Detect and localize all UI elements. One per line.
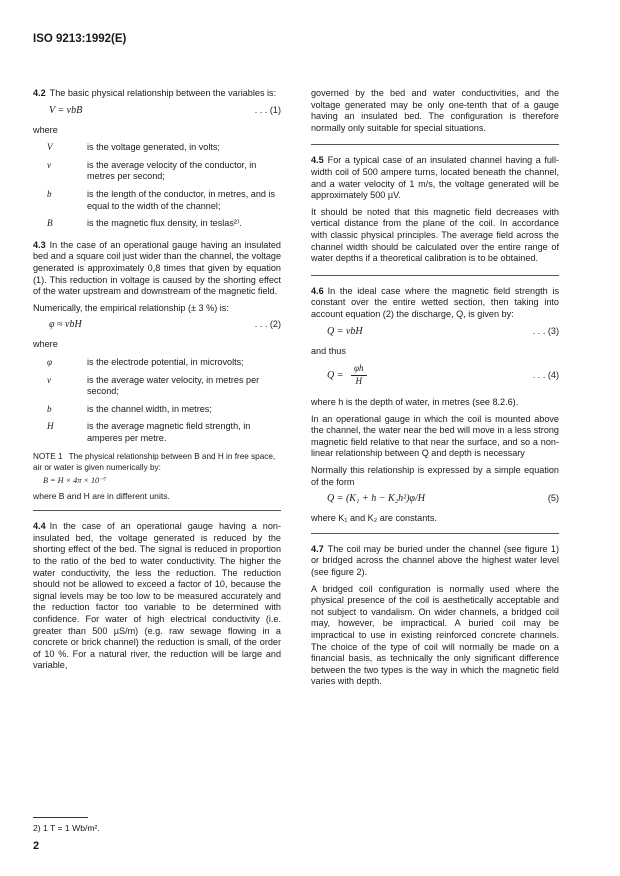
section-4-2-intro: 4.2 The basic physical relationship between the variables is: <box>33 88 277 98</box>
section-4-3-text: 4.3 In the case of an operational gauge having an insulated bed and a square coil just wider than the channel, the voltage generated is approximately 0,8 times that given by equation (1). This reduction in voltage is caused by the shorting effect of the water upstream and downstream of the magnetic field. <box>33 239 281 297</box>
continued-text: governed by the bed and water conductivities, and the voltage generated may be only one-tenth that of a gauge having an insulated bed. The configuration is therefore normally only suitable for special situations. <box>311 88 559 133</box>
where-label: where <box>33 124 58 135</box>
equation-4-fraction: $\frac{\varphi h}{H}$ <box>351 363 367 387</box>
equation-5: Q = (K₁ + h − K₂h²)φ/H (5) <box>327 493 559 505</box>
section-4-6-text3: Normally this relationship is expressed by a simple equation of the form <box>311 465 559 487</box>
section-divider <box>311 275 559 276</box>
footnote: 2) 1 T = 1 Wb/m². <box>33 823 100 833</box>
equation-3: Q = vbH . . . (3) <box>327 325 559 337</box>
page-number: 2 <box>33 840 40 852</box>
section-divider <box>33 510 281 511</box>
section-4-7-text: 4.7 The coil may be buried under the channel (see figure 1) or bridged across the channel above the highest water level (see figure 2). <box>311 543 559 578</box>
equation-4: Q = $\frac{\varphi h}{H}$ . . . (4) <box>327 363 559 386</box>
and-thus-label: and thus <box>311 345 346 356</box>
note-formula: B = H × 4π × 10⁻⁷ <box>43 476 107 486</box>
equation-2: φ ≈ vbH . . . (2) <box>49 319 281 331</box>
variable-def: V is the voltage generated, in volts; <box>47 142 220 153</box>
where-h: where h is the depth of water, in metres (see 8.2.6). <box>311 397 519 408</box>
section-divider <box>311 533 559 534</box>
footnote-rule <box>33 817 88 818</box>
where-label: where <box>33 339 58 350</box>
variable-def: v is the average water velocity, in metres per second; <box>47 374 260 397</box>
section-divider <box>311 144 559 145</box>
right-column <box>311 88 559 693</box>
section-4-6-text2: In an operational gauge in which the coil is mounted above the channel, the water near the bed will move in a less strong magnetic field relative to that near the surface, and so a non-linear relationship between Q and depth is necessary <box>311 413 559 459</box>
section-4-4-text: 4.4 In the case of an operational gauge having a non-insulated bed, the voltage generated is reduced by the shorting effect of the bed. The signal is reduced in proportion to the ratio of the bed to water conductivity. The higher the water conductivity, the less the reduction. The reduction should not be allowed to exceed a factor of 10, because the signal levels may be too low to be measured accurately and the reduction factor too variable to be determined with confidence. For water of high electrical conductivity (i.e. greater than 500 µS/m) (e.g. raw sewage flowing in a concrete or brick channel) the reduction is small, of the order of 10 %. For a natural river, the reduction will be large and variable, <box>33 521 281 671</box>
variable-def: H is the average magnetic field strength, in amperes per metre. <box>47 421 251 443</box>
section-4-3-numerically: Numerically, the empirical relationship (± 3 %) is: <box>33 302 229 313</box>
section-4-5-text: 4.5 For a typical case of an insulated channel having a full-width coil of 500 ampere turns, located beneath the channel, and a water velocity of 1 m/s, the voltage generated will be approximately 500 µV. <box>311 155 559 201</box>
variable-def: φ is the electrode potential, in microvolts; <box>47 356 244 367</box>
note-1: NOTE 1 The physical relationship between B and H in free space, air or water is given numerically by: B = H × 4π × 10⁻⁷ <box>33 452 281 486</box>
section-4-5-text2: It should be noted that this magnetic field decreases with vertical distance from the plane of the coil. In accordance with classic physical principles. The average field across the channel width should be calculated over the entire range of water depths if a theoretical calibration is to be obtained. <box>311 206 559 264</box>
variable-def: B is the magnetic flux density, in teslas²⁾. <box>47 218 242 229</box>
variable-def: v is the average velocity of the conductor, in metres per second; <box>47 159 257 182</box>
section-4-6-text: 4.6 In the ideal case where the magnetic field strength is constant over the entire wetted section, then taking into account equation (2) the discharge, Q, is given by: <box>311 285 559 319</box>
document-header: ISO 9213:1992(E) <box>33 33 127 45</box>
equation-1: V = vbB . . . (1) <box>49 104 281 116</box>
note-tail: where B and H are in different units. <box>33 490 170 501</box>
variable-def: b is the length of the conductor, in metres, and is equal to the width of the channel; <box>47 188 276 211</box>
variable-def: b is the channel width, in metres; <box>47 403 212 414</box>
left-column <box>33 88 281 677</box>
where-k: where K₁ and K₂ are constants. <box>311 513 437 524</box>
section-4-7-text2: A bridged coil configuration is normally used where the physical presence of the coil is aesthetically acceptable and not subject to vandalism. On wider channels, a bridged coil may, however, be impractical. A buried coil may be impractical to use in existing reinforced concrete channels. The choice of the type of coil will normally be made on a financial basis, as technically the only significant difference between the two types is the way in which the magnetic field varies with depth. <box>311 583 559 687</box>
